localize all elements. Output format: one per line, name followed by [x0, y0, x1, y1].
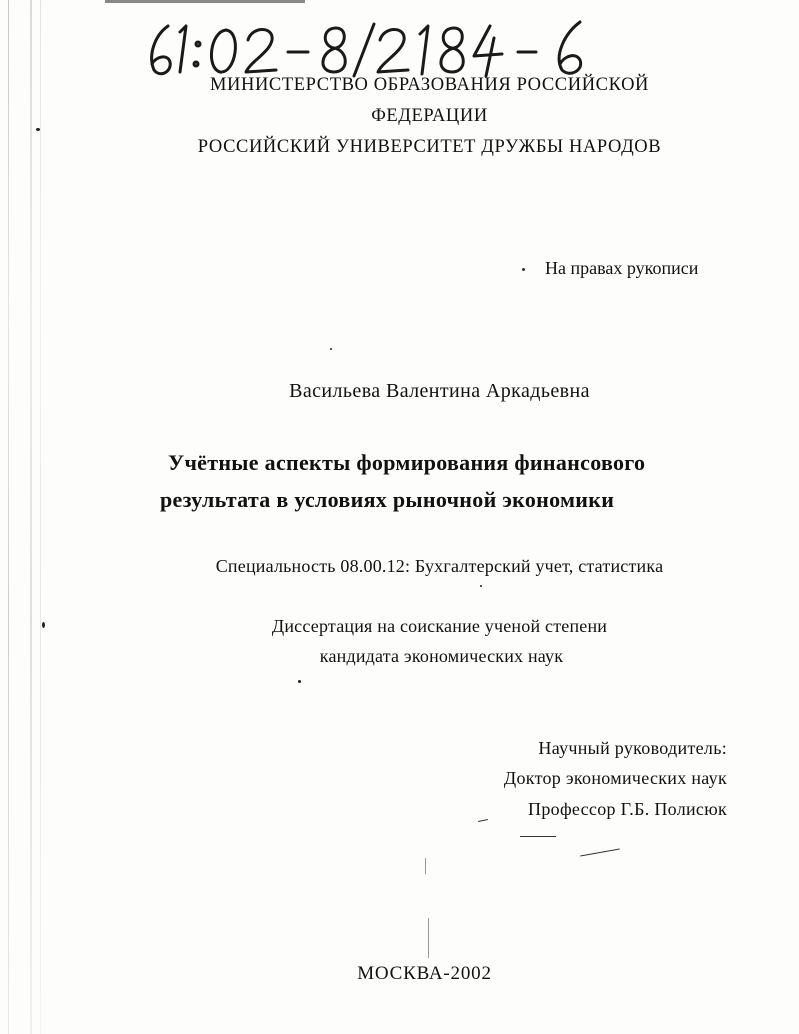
dissertation-title-line-1: Учётные аспекты формирования финансового — [168, 450, 646, 475]
city-year: МОСКВА-2002 — [357, 963, 492, 984]
signature-stroke — [478, 819, 488, 822]
scan-speck — [480, 585, 482, 587]
dissertation-degree-line-1: Диссертация на соискание ученой степени — [271, 616, 608, 636]
author-name: Васильева Валентина Аркадьевна — [289, 380, 590, 402]
advisor-name: Профессор Г.Б. Полисюк — [528, 799, 727, 819]
handwritten-archive-number — [140, 18, 610, 82]
dissertation-title-line-2: результата в условиях рыночной экономики — [160, 487, 615, 512]
signature-stroke — [580, 849, 620, 857]
scan-speck — [330, 348, 332, 350]
specialty: Специальность 08.00.12: Бухгалтерский учет, статистика — [215, 556, 664, 576]
scan-speck — [298, 680, 301, 683]
advisor-degree: Доктор экономических наук — [503, 768, 727, 788]
advisor-label: Научный руководитель: — [538, 738, 727, 758]
handwriting-icon — [140, 18, 610, 82]
ministry-line-2: ФЕДЕРАЦИИ — [371, 106, 488, 126]
university-name: РОССИЙСКИЙ УНИВЕРСИТЕТ ДРУЖБЫ НАРОДОВ — [197, 137, 662, 157]
manuscript-rights-note: На правах рукописи — [545, 258, 699, 278]
signature-stroke — [520, 836, 556, 837]
dissertation-degree-line-2: кандидата экономических наук — [319, 646, 564, 666]
ministry-line-1: МИНИСТЕРСТВО ОБРАЗОВАНИЯ РОССИЙСКОЙ — [209, 75, 650, 95]
scan-edge-line — [8, 0, 9, 1034]
scan-mark — [428, 918, 429, 958]
bullet-dot-icon — [522, 268, 525, 271]
scan-speck — [36, 128, 40, 131]
scan-mark — [425, 858, 426, 874]
scan-top-mark — [105, 0, 305, 3]
